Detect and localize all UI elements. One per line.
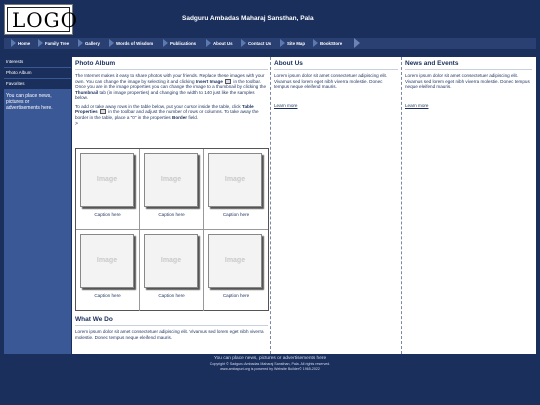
photo-cell	[204, 230, 268, 311]
intro-paragraph: The Internet makes it easy to share photos with your friends. Replace these images with your own. You can change the image by selecting it and clicking Insert Image in the toolbar. Once you are in the image properties you can change the image to a thumbnail by clicking the Thumbnail tab (in image properties) and changing the width to 140 just like the samples below.	[75, 73, 267, 100]
nav-words-of-wisdom[interactable]: Words of Wisdom	[116, 38, 153, 49]
news-events-text: Lorem ipsum dolor sit amet consectetuer adipiscing elit. Vivamus sed lorem eget nibh viverra molestie. Donec tempus neque eleifend mauris.	[405, 73, 530, 89]
photo-album-panel	[72, 57, 271, 358]
nav-about-us[interactable]: About Us	[213, 38, 233, 49]
photo-thumbnail[interactable]: Image	[80, 234, 134, 288]
photo-caption: Caption here	[222, 212, 250, 217]
about-us-text: Lorem ipsum dolor sit amet consectetuer adipiscing elit. Vivamus sed lorem eget nibh viverra molestie. Donec tempus neque eleifend mauris.	[274, 73, 388, 89]
photo-cell	[204, 149, 268, 230]
photo-thumbnail[interactable]: Image	[80, 153, 134, 207]
nav-family-tree[interactable]: Family Tree	[45, 38, 69, 49]
site-header	[0, 0, 540, 38]
photo-thumbnail[interactable]: Image	[208, 153, 262, 207]
footer-note: You can place news, pictures or advertisements here	[213, 356, 327, 361]
logo-text: LOGO	[7, 7, 70, 32]
about-us-title: About Us	[274, 60, 398, 70]
photo-thumbnail[interactable]: Image	[144, 153, 198, 207]
photo-cell	[76, 149, 140, 230]
photo-grid	[75, 148, 269, 311]
nav-end-arrow-icon	[354, 38, 360, 48]
news-events-learn-more-link[interactable]: Learn more	[405, 102, 429, 108]
sidebar-note: You can place news, pictures or advertisements here.	[6, 93, 53, 111]
site-footer	[0, 356, 540, 371]
photo-cell	[140, 230, 204, 311]
main-nav	[4, 38, 536, 49]
table-paragraph: To add or take away rows in the table below, put your cursor inside the table, click Table Properties in the toolbar and adjust the number of rows or columns. To take away the border in the table, place a "0" in the properties Border field.	[75, 103, 259, 120]
photo-cell	[140, 149, 204, 230]
nav-site-map[interactable]: Site Map	[287, 38, 305, 49]
what-we-do-title: What We Do	[75, 316, 268, 326]
photo-thumbnail[interactable]: Image	[208, 234, 262, 288]
photo-cell	[76, 230, 140, 311]
photo-caption: Caption here	[158, 212, 185, 217]
nav-publications[interactable]: Publications	[170, 38, 196, 49]
sidebar-item-photo-album[interactable]: Photo Album	[4, 68, 71, 78]
what-we-do-text: Lorem ipsum dolor sit amet consectetuer adipiscing elit. Vivamus sed lorem eget nibh viverra molestie. Donec tempus neque eleifend mauris.	[75, 329, 264, 340]
photo-caption: Caption here	[94, 293, 121, 298]
nav-contact-us[interactable]: Contact Us	[248, 38, 271, 49]
nav-bookstore[interactable]: BookStore	[320, 38, 342, 49]
photo-caption: Caption here	[94, 212, 121, 217]
caret-marker: >	[75, 121, 78, 127]
nav-gallery[interactable]: Gallery	[85, 38, 100, 49]
photo-caption: Caption here	[222, 293, 250, 298]
photo-thumbnail[interactable]: Image	[144, 234, 198, 288]
footer-copyright: Copyright © Sadguru Ambadas Maharaj Sansthan, Pala. All rights reserved.	[209, 362, 331, 366]
footer-powered-by: www.ambapuri.org is powered by Website Builder© 1965-2022	[220, 366, 320, 371]
news-events-panel	[402, 57, 536, 354]
page-title: Photo Album	[75, 60, 268, 70]
sidebar-item-interests[interactable]: Interests	[4, 57, 71, 67]
about-us-learn-more-link[interactable]: Learn more	[274, 102, 298, 108]
sidebar	[4, 57, 71, 354]
site-logo[interactable]	[4, 4, 79, 35]
what-we-do-learn-more-link[interactable]: Learn more	[75, 353, 99, 358]
site-title: Sadguru Ambadas Maharaj Sansthan, Pala	[182, 15, 314, 22]
nav-home[interactable]: Home	[18, 38, 30, 49]
photo-caption: Caption here	[158, 293, 185, 298]
sidebar-item-favorites[interactable]: Favorites	[4, 79, 71, 89]
about-us-panel	[271, 57, 402, 354]
news-events-title: News and Events	[405, 60, 532, 70]
